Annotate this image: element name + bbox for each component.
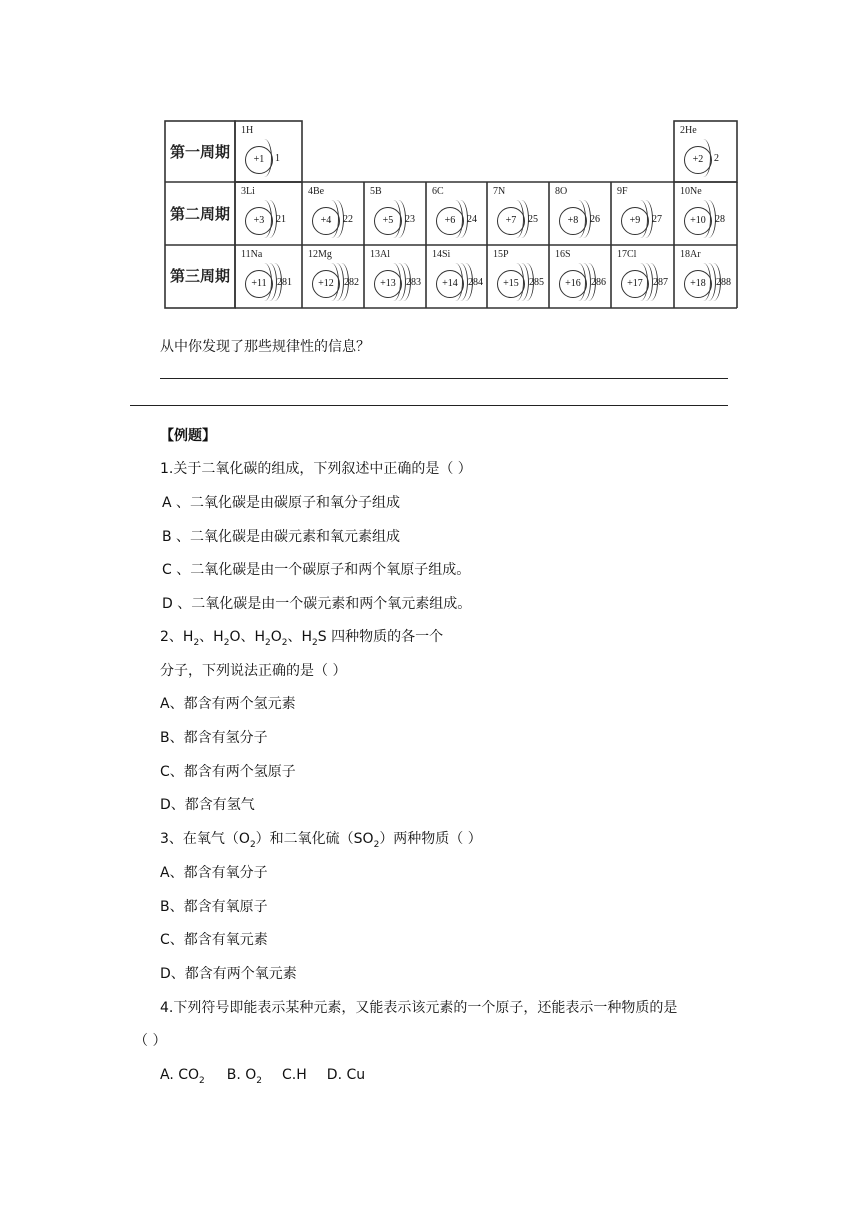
- section-title: 【例题】: [160, 428, 216, 444]
- shell-electron-counts: 2: [714, 153, 719, 164]
- element-cell: [611, 182, 673, 244]
- question-1-option-b: B 、二氧化碳是由碳元素和氧元素组成: [162, 529, 401, 545]
- nucleus-charge: +3: [245, 207, 273, 235]
- element-cell: [235, 182, 297, 244]
- element-symbol: 11Na: [241, 249, 263, 260]
- shell-arc: [696, 139, 711, 177]
- element-cell: [302, 182, 364, 244]
- question-3-option-c: C、都含有氧元素: [160, 932, 268, 948]
- element-symbol: 4Be: [308, 186, 325, 197]
- answer-line: [160, 378, 728, 379]
- question-2-option-a: A、都含有两个氢元素: [160, 696, 296, 712]
- nucleus-charge: +7: [497, 207, 525, 235]
- element-symbol: 18Ar: [680, 249, 701, 260]
- question-4-answer-paren: （ ）: [134, 1033, 167, 1049]
- element-symbol: 8O: [555, 186, 568, 197]
- question-1-option-c: C 、二氧化碳是由一个碳原子和两个氧原子组成。: [162, 562, 471, 578]
- shell-electron-counts: 25: [528, 214, 538, 225]
- shell-arc: [701, 200, 716, 238]
- question-2-option-d: D、都含有氢气: [160, 797, 255, 813]
- element-cell: [674, 182, 736, 244]
- shell-arc: [514, 200, 529, 238]
- element-symbol: 10Ne: [680, 186, 702, 197]
- shell-electron-counts: 288: [716, 277, 731, 288]
- shell-electron-counts: 23: [405, 214, 415, 225]
- shell-arc: [329, 200, 344, 238]
- shell-electron-counts: 1: [275, 153, 280, 164]
- element-symbol: 15P: [493, 249, 509, 260]
- nucleus-charge: +17: [621, 270, 649, 298]
- element-cell: [364, 245, 426, 307]
- question-1-option-d: D 、二氧化碳是由一个碳元素和两个氧元素组成。: [162, 596, 472, 612]
- electron-shell-arcs: [271, 139, 291, 179]
- nucleus-charge: +14: [436, 270, 464, 298]
- nucleus-charge: +16: [559, 270, 587, 298]
- shell-electron-counts: 286: [591, 277, 606, 288]
- element-cell: [487, 182, 549, 244]
- element-symbol: 16S: [555, 249, 571, 260]
- question-2-option-b: B、都含有氢分子: [160, 730, 268, 746]
- question-4-stem: 4.下列符号即能表示某种元素，又能表示该元素的一个原子，还能表示一种物质的是: [160, 1000, 678, 1016]
- element-cell: [549, 182, 611, 244]
- shell-electron-counts: 287: [653, 277, 668, 288]
- element-symbol: 12Mg: [308, 249, 332, 260]
- section-divider: [130, 405, 728, 406]
- element-symbol: 3Li: [241, 186, 255, 197]
- electron-configuration-table: [164, 120, 738, 310]
- discussion-question: 从中你发现了那些规律性的信息？: [160, 339, 370, 355]
- question-3-option-a: A、都含有氧分子: [160, 865, 268, 881]
- shell-electron-counts: 27: [652, 214, 662, 225]
- nucleus-charge: +2: [684, 146, 712, 174]
- shell-electron-counts: 281: [277, 277, 292, 288]
- shell-electron-counts: 26: [590, 214, 600, 225]
- element-cell: [302, 245, 364, 307]
- electron-shell-arcs: [710, 139, 730, 179]
- element-symbol: 6C: [432, 186, 444, 197]
- shell-electron-counts: 22: [343, 214, 353, 225]
- nucleus-charge: +6: [436, 207, 464, 235]
- element-symbol: 1H: [241, 125, 254, 136]
- nucleus-charge: +1: [245, 146, 273, 174]
- shell-arc: [391, 200, 406, 238]
- element-cell: [426, 245, 488, 307]
- question-2-option-c: C、都含有两个氢原子: [160, 764, 296, 780]
- element-cell: [674, 121, 736, 183]
- question-2-stem: 2、$H_2$、$H_2O$、$H_2O_2$、$H_2S$ 四种物质的各一个: [160, 629, 444, 648]
- nucleus-charge: +15: [497, 270, 525, 298]
- option-c: C.H: [282, 1067, 307, 1083]
- shell-electron-counts: 284: [468, 277, 483, 288]
- nucleus-charge: +18: [684, 270, 712, 298]
- element-cell: [487, 245, 549, 307]
- row-label-period-1: 第一周期: [169, 143, 230, 161]
- shell-electron-counts: 285: [529, 277, 544, 288]
- shell-arc: [453, 200, 468, 238]
- question-3-option-d: D、都含有两个氧元素: [160, 966, 297, 982]
- shell-electron-counts: 28: [715, 214, 725, 225]
- element-symbol: 17Cl: [617, 249, 637, 260]
- element-symbol: 2He: [680, 125, 697, 136]
- question-2-stem-continued: 分子，下列说法正确的是（ ）: [160, 663, 347, 679]
- element-cell: [549, 245, 611, 307]
- option-b: B. O: [226, 1067, 257, 1083]
- nucleus-charge: +5: [374, 207, 402, 235]
- element-symbol: 13Al: [370, 249, 390, 260]
- element-symbol: 5B: [370, 186, 382, 197]
- question-4-options: A. $CO_2$ B. $O_2$ C.H D. Cu: [160, 1067, 366, 1086]
- option-a: A. CO: [160, 1067, 200, 1083]
- nucleus-charge: +12: [312, 270, 340, 298]
- element-cell: [235, 245, 297, 307]
- element-symbol: 9F: [617, 186, 628, 197]
- nucleus-charge: +9: [621, 207, 649, 235]
- element-cell: [611, 245, 673, 307]
- row-label-period-2: 第二周期: [169, 205, 230, 223]
- shell-electron-counts: 24: [467, 214, 477, 225]
- shell-arc: [638, 200, 653, 238]
- question-1-option-a: A 、二氧化碳是由碳原子和氧分子组成: [162, 495, 401, 511]
- element-cell: [426, 182, 488, 244]
- element-symbol: 14Si: [432, 249, 451, 260]
- shell-arc: [262, 200, 277, 238]
- shell-electron-counts: 282: [344, 277, 359, 288]
- option-d: D. Cu: [326, 1067, 366, 1083]
- element-cell: [674, 245, 736, 307]
- element-cell: [364, 182, 426, 244]
- element-symbol: 7N: [493, 186, 506, 197]
- question-3-option-b: B、都含有氧原子: [160, 899, 268, 915]
- row-label-period-3: 第三周期: [169, 267, 230, 285]
- question-1-stem: 1.关于二氧化碳的组成，下列叙述中正确的是（ ）: [160, 461, 472, 477]
- shell-arc: [576, 200, 591, 238]
- nucleus-charge: +4: [312, 207, 340, 235]
- element-cell: [235, 121, 297, 183]
- nucleus-charge: +8: [559, 207, 587, 235]
- nucleus-charge: +13: [374, 270, 402, 298]
- shell-electron-counts: 283: [406, 277, 421, 288]
- nucleus-charge: +10: [684, 207, 712, 235]
- question-3-stem: 3、在氧气$(O_2)$和二氧化硫$(SO_2)$两种物质（ ）: [160, 831, 482, 850]
- shell-arc: [257, 139, 272, 177]
- shell-electron-counts: 21: [276, 214, 286, 225]
- nucleus-charge: +11: [245, 270, 273, 298]
